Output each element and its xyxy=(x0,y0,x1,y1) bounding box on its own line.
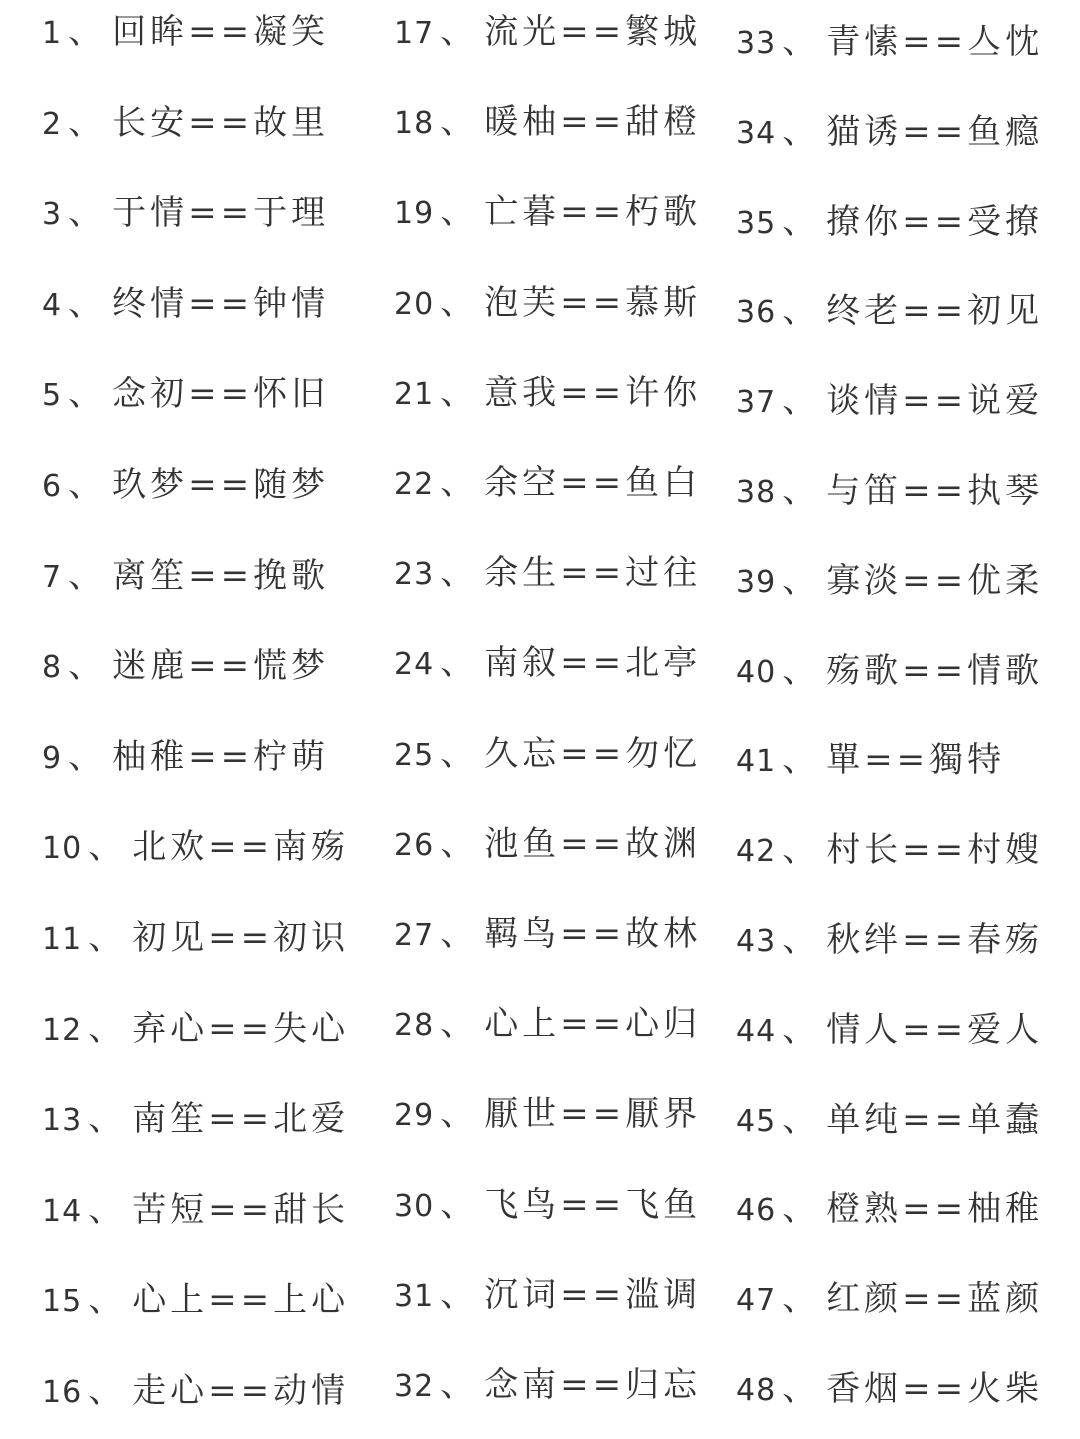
item-number: 40 xyxy=(736,654,777,690)
item-text: 柚稚==柠萌 xyxy=(112,736,330,777)
list-item xyxy=(394,643,701,685)
list-item xyxy=(736,202,1043,244)
item-number: 31 xyxy=(394,1278,435,1314)
item-text: 谈情==说爱 xyxy=(826,381,1044,422)
item-separator: 、 xyxy=(440,102,479,143)
list-item xyxy=(42,1190,349,1232)
list-item xyxy=(736,381,1043,423)
list-item xyxy=(42,193,329,235)
item-separator: 、 xyxy=(440,192,479,233)
list-item xyxy=(394,824,701,866)
item-number: 15 xyxy=(42,1284,83,1320)
item-separator: 、 xyxy=(68,193,107,234)
list-item xyxy=(42,465,329,507)
item-number: 29 xyxy=(394,1098,435,1134)
item-text: 离笙==挽歌 xyxy=(112,555,330,596)
item-number: 25 xyxy=(394,737,435,773)
item-separator: 、 xyxy=(782,111,821,152)
item-separator: 、 xyxy=(440,823,479,864)
list-item xyxy=(42,1280,349,1322)
item-text: 羁鸟==故林 xyxy=(484,914,702,954)
list-item xyxy=(394,1275,701,1317)
item-number: 14 xyxy=(42,1193,83,1229)
item-separator: 、 xyxy=(68,283,107,324)
item-separator: 、 xyxy=(440,1365,479,1405)
item-number: 27 xyxy=(394,918,435,953)
item-number: 28 xyxy=(394,1008,435,1044)
item-separator: 、 xyxy=(68,102,107,143)
list-item xyxy=(394,1094,701,1136)
item-separator: 、 xyxy=(440,463,479,503)
item-text: 亡暮==朽歌 xyxy=(484,192,702,233)
item-number: 38 xyxy=(736,475,777,510)
list-item xyxy=(736,561,1043,603)
item-number: 21 xyxy=(394,376,435,412)
item-number: 23 xyxy=(394,557,435,593)
item-text: 飞鸟==飞鱼 xyxy=(484,1184,702,1225)
item-text: 长安==故里 xyxy=(112,102,330,143)
item-number: 47 xyxy=(736,1283,777,1319)
item-text: 单纯==单蠢 xyxy=(826,1099,1044,1140)
item-text: 香烟==火柴 xyxy=(826,1369,1044,1409)
item-separator: 、 xyxy=(68,555,107,596)
item-separator: 、 xyxy=(782,740,821,781)
item-separator: 、 xyxy=(782,1369,821,1409)
item-text: 意我==许你 xyxy=(484,372,702,413)
item-number: 48 xyxy=(736,1373,777,1408)
item-number: 37 xyxy=(736,385,777,421)
item-text: 心上==上心 xyxy=(132,1280,350,1321)
item-text: 红颜==蓝颜 xyxy=(826,1279,1044,1320)
item-text: 与笛==执琴 xyxy=(826,471,1044,511)
item-number: 17 xyxy=(394,16,435,51)
item-text: 念初==怀旧 xyxy=(112,374,330,415)
item-text: 心上==心归 xyxy=(484,1004,702,1045)
item-separator: 、 xyxy=(782,650,821,691)
item-number: 18 xyxy=(394,106,435,142)
item-separator: 、 xyxy=(782,1099,821,1140)
item-text: 南笙==北爱 xyxy=(132,1099,350,1140)
list-item xyxy=(394,463,701,505)
item-separator: 、 xyxy=(782,830,821,871)
item-number: 22 xyxy=(394,467,435,502)
list-item xyxy=(736,471,1043,513)
item-separator: 、 xyxy=(440,1274,479,1315)
item-number: 9 xyxy=(42,740,63,776)
item-number: 1 xyxy=(42,16,63,51)
item-separator: 、 xyxy=(68,12,107,52)
list-item xyxy=(394,1185,701,1227)
item-number: 13 xyxy=(42,1103,83,1139)
item-separator: 、 xyxy=(440,1094,479,1135)
item-text: 泡芙==慕斯 xyxy=(484,282,702,323)
item-text: 终情==钟情 xyxy=(112,283,330,324)
item-number: 34 xyxy=(736,115,777,151)
item-separator: 、 xyxy=(88,1371,127,1411)
item-separator: 、 xyxy=(440,643,479,684)
item-text: 沉词==滥调 xyxy=(484,1274,702,1315)
item-text: 初见==初识 xyxy=(132,918,350,958)
item-text: 余空==鱼白 xyxy=(484,463,702,503)
item-text: 南叙==北亭 xyxy=(484,643,702,684)
item-number: 44 xyxy=(736,1013,777,1049)
item-number: 5 xyxy=(42,378,63,414)
list-item xyxy=(42,103,329,145)
item-separator: 、 xyxy=(782,920,821,960)
item-text: 單==獨特 xyxy=(826,740,1006,781)
item-number: 10 xyxy=(42,831,83,867)
item-number: 45 xyxy=(736,1103,777,1139)
list-item xyxy=(736,740,1005,782)
item-separator: 、 xyxy=(440,1004,479,1045)
item-number: 7 xyxy=(42,559,63,595)
item-separator: 、 xyxy=(782,1189,821,1230)
item-text: 村长==村嫂 xyxy=(826,830,1044,871)
item-separator: 、 xyxy=(440,12,479,52)
item-number: 24 xyxy=(394,647,435,683)
item-separator: 、 xyxy=(440,372,479,413)
item-number: 20 xyxy=(394,286,435,322)
item-number: 16 xyxy=(42,1375,83,1410)
item-separator: 、 xyxy=(782,1279,821,1320)
list-item xyxy=(394,914,701,956)
item-separator: 、 xyxy=(68,374,107,415)
list-item xyxy=(736,920,1043,962)
list-item xyxy=(394,373,701,415)
item-separator: 、 xyxy=(88,1189,127,1230)
item-number: 6 xyxy=(42,469,63,504)
item-text: 苦短==甜长 xyxy=(132,1189,350,1230)
item-number: 46 xyxy=(736,1193,777,1229)
item-separator: 、 xyxy=(782,1009,821,1050)
item-separator: 、 xyxy=(782,471,821,511)
list-item xyxy=(42,284,329,326)
item-text: 玖梦==随梦 xyxy=(112,465,330,505)
list-item xyxy=(42,1371,349,1413)
item-separator: 、 xyxy=(440,553,479,594)
list-item xyxy=(736,112,1043,154)
item-number: 4 xyxy=(42,287,63,323)
list-item xyxy=(42,737,329,779)
list-item xyxy=(42,1009,349,1051)
item-text: 秋绊==春殇 xyxy=(826,920,1044,960)
item-separator: 、 xyxy=(88,1099,127,1140)
list-item xyxy=(42,556,329,598)
item-text: 迷鹿==慌梦 xyxy=(112,646,330,687)
list-item xyxy=(394,553,701,595)
item-number: 41 xyxy=(736,744,777,780)
list-item xyxy=(394,12,701,54)
item-number: 35 xyxy=(736,205,777,241)
item-text: 猫诱==鱼瘾 xyxy=(826,111,1044,152)
item-number: 12 xyxy=(42,1012,83,1048)
item-separator: 、 xyxy=(88,918,127,958)
list-item xyxy=(42,374,329,416)
item-text: 厭世==厭界 xyxy=(484,1094,702,1135)
item-text: 余生==过往 xyxy=(484,553,702,594)
list-item xyxy=(736,1369,1043,1411)
item-separator: 、 xyxy=(68,465,107,505)
item-separator: 、 xyxy=(782,291,821,332)
list-item xyxy=(42,12,329,54)
item-separator: 、 xyxy=(440,282,479,323)
item-separator: 、 xyxy=(782,560,821,601)
item-text: 念南==归忘 xyxy=(484,1365,702,1405)
item-separator: 、 xyxy=(782,22,821,62)
item-text: 弃心==失心 xyxy=(132,1008,350,1049)
item-text: 橙熟==柚稚 xyxy=(826,1189,1044,1230)
item-text: 回眸==凝笑 xyxy=(112,12,330,52)
list-item xyxy=(394,192,701,234)
item-number: 11 xyxy=(42,922,83,957)
item-separator: 、 xyxy=(88,1008,127,1049)
item-separator: 、 xyxy=(68,736,107,777)
item-number: 39 xyxy=(736,564,777,600)
item-number: 43 xyxy=(736,924,777,959)
item-text: 终老==初见 xyxy=(826,291,1044,332)
list-item xyxy=(736,1279,1043,1321)
list-item xyxy=(736,830,1043,872)
item-text: 流光==繁城 xyxy=(484,12,702,52)
item-text: 殇歌==情歌 xyxy=(826,650,1044,691)
list-item xyxy=(736,651,1043,693)
item-text: 撩你==受撩 xyxy=(826,201,1044,242)
item-number: 30 xyxy=(394,1188,435,1224)
item-text: 青愫==亼忱 xyxy=(826,22,1044,62)
list-item xyxy=(736,291,1043,333)
list-item xyxy=(736,1010,1043,1052)
item-text: 情人==爱人 xyxy=(826,1009,1044,1050)
list-item xyxy=(394,734,701,776)
item-number: 32 xyxy=(394,1369,435,1404)
item-number: 26 xyxy=(394,827,435,863)
item-number: 19 xyxy=(394,196,435,232)
list-item xyxy=(394,1365,701,1407)
list-item xyxy=(394,1004,701,1046)
list-item xyxy=(736,1189,1043,1231)
item-text: 暖柚==甜橙 xyxy=(484,102,702,143)
list-item xyxy=(42,827,349,869)
item-text: 池鱼==故渊 xyxy=(484,823,702,864)
item-separator: 、 xyxy=(88,1280,127,1321)
list-item xyxy=(42,646,329,688)
item-separator: 、 xyxy=(440,733,479,774)
item-text: 寡淡==优柔 xyxy=(826,560,1044,601)
item-separator: 、 xyxy=(68,646,107,687)
item-number: 3 xyxy=(42,197,63,233)
item-separator: 、 xyxy=(88,827,127,868)
list-item xyxy=(394,102,701,144)
item-number: 2 xyxy=(42,106,63,142)
item-number: 36 xyxy=(736,295,777,331)
item-number: 33 xyxy=(736,26,777,61)
list-item xyxy=(42,1099,349,1141)
item-separator: 、 xyxy=(782,381,821,422)
item-number: 8 xyxy=(42,650,63,686)
item-separator: 、 xyxy=(440,914,479,954)
item-number: 42 xyxy=(736,834,777,870)
item-text: 北欢==南殇 xyxy=(132,827,350,868)
item-separator: 、 xyxy=(782,201,821,242)
list-item xyxy=(42,918,349,960)
item-separator: 、 xyxy=(440,1184,479,1225)
item-text: 久忘==勿忆 xyxy=(484,733,702,774)
list-item xyxy=(736,22,1043,64)
item-text: 于情==于理 xyxy=(112,193,330,234)
item-text: 走心==动情 xyxy=(132,1371,350,1411)
list-item xyxy=(736,1100,1043,1142)
list-item xyxy=(394,283,701,325)
